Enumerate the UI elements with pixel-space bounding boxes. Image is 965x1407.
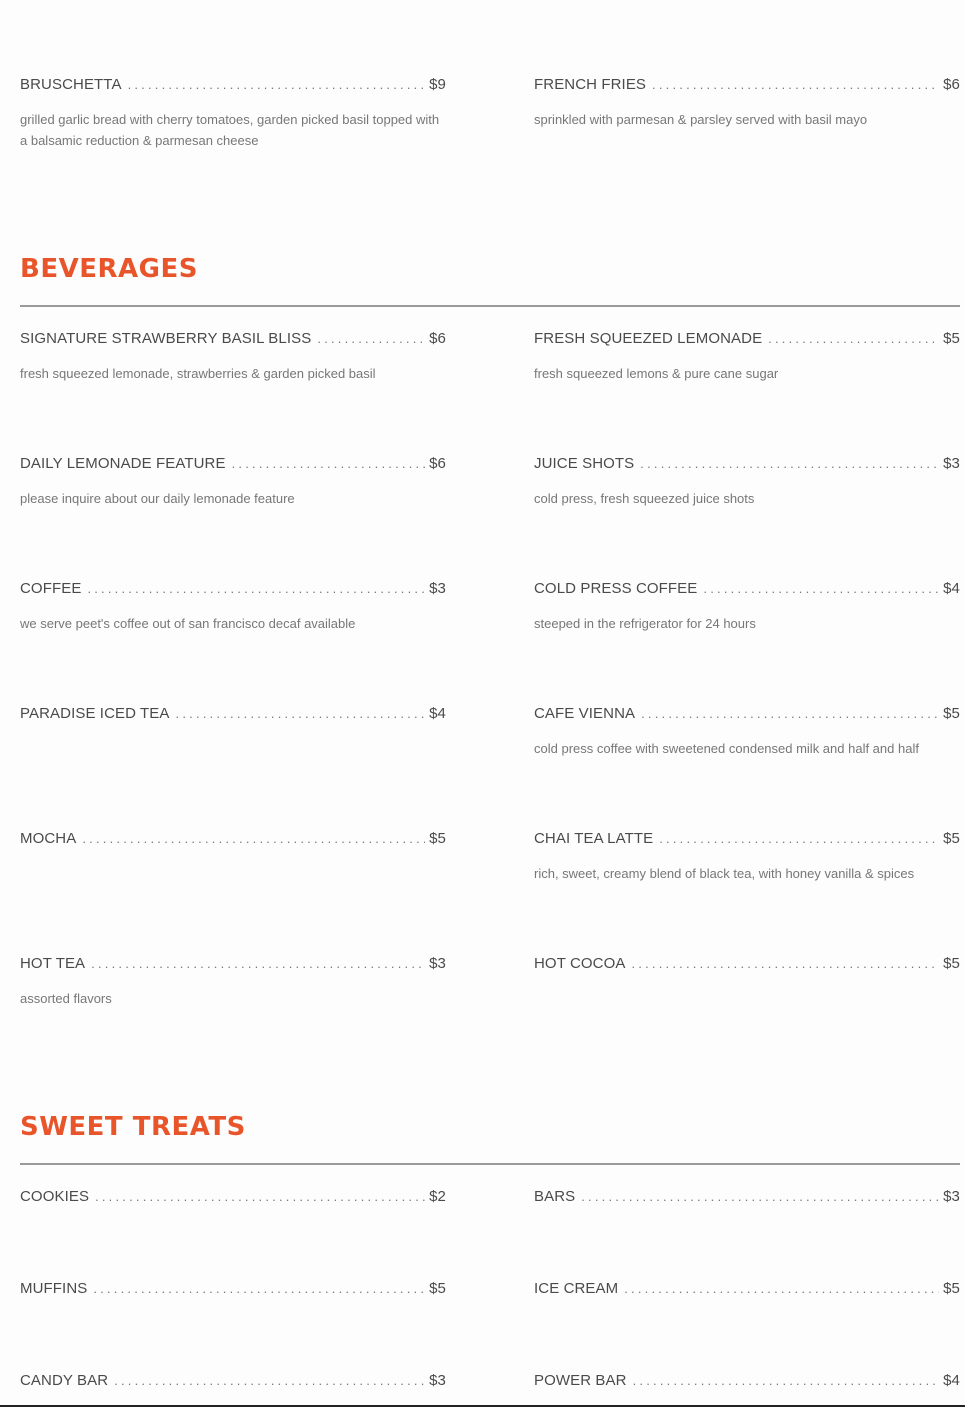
item-name: COLD PRESS COFFEE: [534, 580, 698, 597]
dot-leader: [95, 1188, 425, 1206]
item-price: $6: [943, 76, 960, 93]
item-name: HOT COCOA: [534, 955, 626, 972]
dot-leader: [114, 1372, 425, 1390]
dot-leader: [93, 1280, 425, 1298]
item-description: fresh squeezed lemonade, strawberries & garden picked basil: [20, 366, 376, 381]
dot-leader: [232, 455, 426, 473]
menu-item-mocha: [20, 830, 446, 848]
menu-item-strawberry-basil-bliss: [20, 330, 446, 384]
dot-leader: [317, 330, 425, 348]
dot-leader: [631, 955, 939, 973]
item-name: HOT TEA: [20, 955, 86, 972]
item-price: $5: [943, 830, 960, 847]
item-description: sprinkled with parmesan & parsley served with basil mayo: [534, 112, 868, 127]
dot-leader: [624, 1280, 939, 1298]
menu-item-hot-cocoa: [534, 955, 960, 973]
menu-item-french-fries: [534, 76, 960, 130]
dot-leader: [91, 955, 425, 973]
menu-item-ice-cream: [534, 1280, 960, 1298]
dot-leader: [703, 580, 939, 598]
item-description: cold press coffee with sweetened condensed milk and half and half: [534, 741, 919, 756]
menu-item-paradise-iced-tea: [20, 705, 446, 723]
item-price: $6: [429, 330, 446, 347]
item-price: $4: [943, 1372, 960, 1389]
item-name: PARADISE ICED TEA: [20, 705, 170, 722]
item-price: $3: [943, 455, 960, 472]
item-description: steeped in the refrigerator for 24 hours: [534, 616, 756, 631]
item-name: BARS: [534, 1188, 576, 1205]
dot-leader: [82, 830, 425, 848]
dot-leader: [652, 76, 939, 94]
item-price: $3: [429, 955, 446, 972]
dot-leader: [633, 1372, 940, 1390]
menu-item-daily-lemonade-feature: [20, 455, 446, 509]
item-name: COFFEE: [20, 580, 82, 597]
item-price: $3: [429, 580, 446, 597]
menu-item-bars: [534, 1188, 960, 1206]
item-price: $4: [943, 580, 960, 597]
item-name: JUICE SHOTS: [534, 455, 635, 472]
menu-item-hot-tea: [20, 955, 446, 1009]
dot-leader: [768, 330, 939, 348]
item-name: CHAI TEA LATTE: [534, 830, 654, 847]
item-name: FRESH SQUEEZED LEMONADE: [534, 330, 763, 347]
dot-leader: [640, 455, 939, 473]
section-divider: [20, 305, 960, 307]
menu-item-cafe-vienna: [534, 705, 960, 759]
item-price: $6: [429, 455, 446, 472]
item-name: ICE CREAM: [534, 1280, 619, 1297]
item-description: rich, sweet, creamy blend of black tea, with honey vanilla & spices: [534, 866, 915, 881]
menu-item-cookies: [20, 1188, 446, 1206]
item-price: $5: [943, 955, 960, 972]
dot-leader: [641, 705, 939, 723]
dot-leader: [87, 580, 425, 598]
menu-item-juice-shots: [534, 455, 960, 509]
item-price: $5: [429, 1280, 446, 1297]
dot-leader: [659, 830, 939, 848]
item-name: SIGNATURE STRAWBERRY BASIL BLISS: [20, 330, 312, 347]
section-title-beverages: BEVERAGES: [20, 254, 198, 284]
item-description: grilled garlic bread with cherry tomatoes, garden picked basil topped with a balsamic reduction & parmesan cheese: [20, 112, 440, 148]
item-name: BRUSCHETTA: [20, 76, 122, 93]
item-description: fresh squeezed lemons & pure cane sugar: [534, 366, 779, 381]
item-price: $5: [943, 1280, 960, 1297]
item-price: $5: [943, 330, 960, 347]
dot-leader: [581, 1188, 939, 1206]
item-name: CAFE VIENNA: [534, 705, 636, 722]
item-price: $3: [429, 1372, 446, 1389]
item-description: cold press, fresh squeezed juice shots: [534, 491, 755, 506]
item-name: DAILY LEMONADE FEATURE: [20, 455, 226, 472]
item-name: MUFFINS: [20, 1280, 88, 1297]
dot-leader: [176, 705, 426, 723]
menu-item-muffins: [20, 1280, 446, 1298]
item-name: CANDY BAR: [20, 1372, 109, 1389]
section-divider: [20, 1163, 960, 1165]
dot-leader: [128, 76, 426, 94]
item-price: $9: [429, 76, 446, 93]
menu-item-chai-tea-latte: [534, 830, 960, 884]
item-name: COOKIES: [20, 1188, 90, 1205]
item-description: we serve peet's coffee out of san francisco decaf available: [20, 616, 356, 631]
menu-item-bruschetta: [20, 76, 446, 151]
item-price: $5: [943, 705, 960, 722]
item-name: MOCHA: [20, 830, 77, 847]
menu-item-candy-bar: [20, 1372, 446, 1390]
item-price: $3: [943, 1188, 960, 1205]
item-price: $4: [429, 705, 446, 722]
menu-item-fresh-squeezed-lemonade: [534, 330, 960, 384]
menu-item-cold-press-coffee: [534, 580, 960, 634]
menu-item-power-bar: [534, 1372, 960, 1390]
item-description: please inquire about our daily lemonade feature: [20, 491, 295, 506]
item-name: FRENCH FRIES: [534, 76, 647, 93]
item-price: $5: [429, 830, 446, 847]
item-price: $2: [429, 1188, 446, 1205]
section-title-sweet-treats: SWEET TREATS: [20, 1112, 246, 1142]
menu-item-coffee: [20, 580, 446, 634]
item-description: assorted flavors: [20, 991, 112, 1006]
item-name: POWER BAR: [534, 1372, 627, 1389]
